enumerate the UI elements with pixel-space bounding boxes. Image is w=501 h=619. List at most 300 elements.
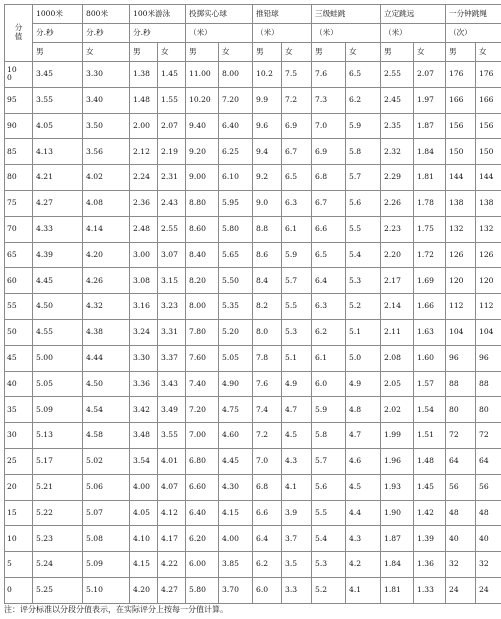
value-cell: 6.1 [312, 345, 346, 371]
value-cell: 32 [476, 552, 501, 578]
value-cell: 32 [446, 552, 476, 578]
value-cell: 5.13 [33, 423, 83, 449]
value-cell: 5.50 [219, 268, 253, 294]
value-cell: 3.45 [33, 62, 83, 88]
value-cell: 5.2 [346, 294, 381, 320]
value-cell: 7.8 [253, 345, 282, 371]
value-cell: 5.10 [83, 577, 130, 603]
value-cell: 3.40 [83, 87, 130, 113]
value-cell: 156 [476, 113, 501, 139]
value-cell: 3.24 [130, 319, 158, 345]
value-cell: 4.21 [33, 165, 83, 191]
score-cell-part: 0 [7, 73, 12, 83]
value-cell: 1.39 [414, 526, 446, 552]
value-cell: 6.3 [282, 190, 312, 216]
value-cell: 3.23 [158, 294, 186, 320]
value-cell: 5.80 [186, 577, 219, 603]
value-cell: 2.29 [381, 165, 414, 191]
value-cell: 176 [446, 62, 476, 88]
value-cell: 1.45 [158, 62, 186, 88]
value-cell: 104 [476, 319, 501, 345]
table-body [5, 62, 501, 604]
value-cell: 1.51 [414, 423, 446, 449]
value-cell: 7.2 [253, 423, 282, 449]
value-cell: 5.0 [346, 345, 381, 371]
value-cell: 1.33 [414, 577, 446, 603]
value-cell: 4.07 [158, 474, 186, 500]
value-cell: 3.30 [130, 345, 158, 371]
table-row [5, 423, 501, 449]
value-cell: 4.05 [33, 113, 83, 139]
value-cell: 6.80 [186, 448, 219, 474]
value-cell: 9.6 [253, 113, 282, 139]
value-cell: 5.65 [219, 242, 253, 268]
value-cell: 5.4 [312, 526, 346, 552]
value-cell: 5.22 [33, 500, 83, 526]
value-cell: 2.05 [381, 371, 414, 397]
score-cell: 75 [5, 190, 33, 216]
gender-header: 男 [130, 43, 158, 62]
value-cell: 4.01 [158, 448, 186, 474]
value-cell: 7.0 [253, 448, 282, 474]
value-cell: 4.00 [219, 526, 253, 552]
value-cell: 7.5 [282, 62, 312, 88]
value-cell: 5.4 [346, 242, 381, 268]
score-cell: 15 [5, 500, 33, 526]
value-cell: 5.6 [312, 474, 346, 500]
value-cell: 8.00 [219, 62, 253, 88]
value-cell: 3.50 [83, 113, 130, 139]
value-cell: 1.45 [414, 474, 446, 500]
value-cell: 9.0 [253, 190, 282, 216]
value-cell: 6.4 [253, 526, 282, 552]
value-cell: 4.3 [282, 448, 312, 474]
value-cell: 7.20 [186, 397, 219, 423]
value-cell: 6.60 [186, 474, 219, 500]
table-row [5, 474, 501, 500]
value-cell: 2.20 [381, 242, 414, 268]
value-cell: 3.49 [158, 397, 186, 423]
gender-header: 女 [282, 43, 312, 62]
value-cell: 6.10 [219, 165, 253, 191]
value-cell: 6.5 [312, 242, 346, 268]
score-cell: 55 [5, 294, 33, 320]
value-cell: 4.00 [130, 474, 158, 500]
value-cell: 9.00 [186, 165, 219, 191]
value-cell: 6.1 [282, 216, 312, 242]
value-cell: 4.4 [346, 500, 381, 526]
value-cell: 6.9 [282, 113, 312, 139]
value-cell: 5.2 [312, 577, 346, 603]
score-cell: 95 [5, 87, 33, 113]
value-cell: 4.1 [282, 474, 312, 500]
score-cell: 30 [5, 423, 33, 449]
value-cell: 6.3 [312, 294, 346, 320]
value-cell: 4.10 [130, 526, 158, 552]
value-cell: 88 [476, 371, 501, 397]
value-cell: 4.7 [282, 397, 312, 423]
score-cell: 10 [5, 526, 33, 552]
value-cell: 5.20 [219, 319, 253, 345]
value-cell: 6.4 [312, 268, 346, 294]
value-cell: 9.20 [186, 139, 219, 165]
value-cell: 96 [476, 345, 501, 371]
value-cell: 6.2 [253, 552, 282, 578]
value-cell: 6.5 [346, 62, 381, 88]
value-cell: 4.12 [158, 500, 186, 526]
value-cell: 8.60 [186, 216, 219, 242]
value-cell: 3.56 [83, 139, 130, 165]
value-cell: 4.32 [83, 294, 130, 320]
value-cell: 6.6 [312, 216, 346, 242]
value-cell: 3.5 [282, 552, 312, 578]
value-cell: 1.60 [414, 345, 446, 371]
score-cell: 40 [5, 371, 33, 397]
value-cell: 4.58 [83, 423, 130, 449]
value-cell: 6.8 [253, 474, 282, 500]
value-cell: 3.3 [282, 577, 312, 603]
value-cell: 1.93 [381, 474, 414, 500]
value-cell: 156 [446, 113, 476, 139]
value-cell: 4.9 [282, 371, 312, 397]
value-cell: 4.27 [33, 190, 83, 216]
score-cell: 20 [5, 474, 33, 500]
value-cell: 2.36 [130, 190, 158, 216]
value-cell: 2.31 [158, 165, 186, 191]
value-cell: 150 [446, 139, 476, 165]
value-cell: 8.2 [253, 294, 282, 320]
value-cell: 4.9 [346, 371, 381, 397]
value-cell: 5.3 [282, 319, 312, 345]
value-cell: 5.6 [346, 190, 381, 216]
value-cell: 3.9 [282, 500, 312, 526]
value-cell: 3.07 [158, 242, 186, 268]
table-row [5, 371, 501, 397]
value-cell: 4.45 [33, 268, 83, 294]
table-row [5, 139, 501, 165]
value-cell: 166 [476, 87, 501, 113]
value-cell: 5.8 [346, 139, 381, 165]
value-cell: 80 [446, 397, 476, 423]
gender-header: 女 [476, 43, 501, 62]
event-header-swim: 100米游泳 [130, 5, 186, 24]
value-cell: 2.45 [381, 87, 414, 113]
score-table [4, 4, 501, 604]
table-row [5, 552, 501, 578]
value-cell: 64 [476, 448, 501, 474]
value-cell: 4.3 [346, 526, 381, 552]
value-cell: 4.30 [219, 474, 253, 500]
value-cell: 6.7 [312, 190, 346, 216]
value-cell: 24 [446, 577, 476, 603]
value-cell: 9.2 [253, 165, 282, 191]
value-cell: 5.95 [219, 190, 253, 216]
value-cell: 2.00 [130, 113, 158, 139]
value-cell: 132 [476, 216, 501, 242]
value-cell: 6.5 [282, 165, 312, 191]
value-cell: 1.55 [158, 87, 186, 113]
table-row [5, 190, 501, 216]
value-cell: 1.38 [130, 62, 158, 88]
value-cell: 8.4 [253, 268, 282, 294]
value-cell: 7.00 [186, 423, 219, 449]
table-row [5, 87, 501, 113]
value-cell: 138 [476, 190, 501, 216]
value-cell: 4.55 [33, 319, 83, 345]
value-cell: 10.2 [253, 62, 282, 88]
value-cell: 2.08 [381, 345, 414, 371]
value-cell: 4.38 [83, 319, 130, 345]
value-cell: 4.44 [83, 345, 130, 371]
value-cell: 3.43 [158, 371, 186, 397]
gender-header: 男 [312, 43, 346, 62]
value-cell: 3.55 [158, 423, 186, 449]
event-header-long-jump: 立定跳远 [381, 5, 446, 24]
value-cell: 48 [476, 500, 501, 526]
value-cell: 6.40 [186, 500, 219, 526]
value-cell: 6.7 [282, 139, 312, 165]
value-cell: 2.12 [130, 139, 158, 165]
value-cell: 3.70 [219, 577, 253, 603]
value-cell: 5.3 [346, 268, 381, 294]
value-cell: 5.09 [33, 397, 83, 423]
value-cell: 112 [446, 294, 476, 320]
value-cell: 3.42 [130, 397, 158, 423]
unit-header: （次） [446, 24, 501, 43]
value-cell: 7.60 [186, 345, 219, 371]
value-cell: 6.0 [312, 371, 346, 397]
unit-header: （米） [186, 24, 253, 43]
value-cell: 5.08 [83, 526, 130, 552]
value-cell: 3.15 [158, 268, 186, 294]
table-row [5, 216, 501, 242]
unit-header: 分.秒 [33, 24, 83, 43]
value-cell: 4.5 [282, 423, 312, 449]
value-cell: 8.80 [186, 190, 219, 216]
value-cell: 2.26 [381, 190, 414, 216]
header-row-units [5, 24, 501, 43]
value-cell: 24 [476, 577, 501, 603]
value-cell: 3.37 [158, 345, 186, 371]
value-cell: 4.13 [33, 139, 83, 165]
value-cell: 3.16 [130, 294, 158, 320]
value-cell: 7.80 [186, 319, 219, 345]
value-cell: 3.30 [83, 62, 130, 88]
value-cell: 4.05 [130, 500, 158, 526]
value-cell: 4.54 [83, 397, 130, 423]
value-cell: 5.5 [346, 216, 381, 242]
value-cell: 5.23 [33, 526, 83, 552]
value-cell: 5.9 [346, 113, 381, 139]
gender-header: 女 [158, 43, 186, 62]
value-cell: 4.20 [83, 242, 130, 268]
table-row [5, 397, 501, 423]
gender-header: 男 [446, 43, 476, 62]
value-cell: 2.43 [158, 190, 186, 216]
value-cell: 176 [476, 62, 501, 88]
value-cell: 40 [446, 526, 476, 552]
value-cell: 7.4 [253, 397, 282, 423]
value-cell: 4.90 [219, 371, 253, 397]
value-cell: 6.2 [346, 87, 381, 113]
value-cell: 5.17 [33, 448, 83, 474]
table-row [5, 242, 501, 268]
value-cell: 3.48 [130, 423, 158, 449]
value-cell: 5.24 [33, 552, 83, 578]
value-cell: 1.81 [414, 165, 446, 191]
value-cell: 1.87 [414, 113, 446, 139]
value-cell: 3.36 [130, 371, 158, 397]
score-cell: 85 [5, 139, 33, 165]
event-header-shot-put: 推铅球 [253, 5, 312, 24]
value-cell: 3.54 [130, 448, 158, 474]
value-cell: 7.0 [312, 113, 346, 139]
value-cell: 4.7 [346, 423, 381, 449]
value-cell: 120 [476, 268, 501, 294]
value-cell: 5.00 [33, 345, 83, 371]
value-cell: 8.0 [253, 319, 282, 345]
value-cell: 88 [446, 371, 476, 397]
value-cell: 4.26 [83, 268, 130, 294]
value-cell: 150 [476, 139, 501, 165]
score-cell: 0 [5, 577, 33, 603]
value-cell: 4.17 [158, 526, 186, 552]
value-cell: 5.05 [219, 345, 253, 371]
score-cell [5, 62, 33, 88]
value-cell: 7.3 [312, 87, 346, 113]
unit-header: 分.秒 [130, 24, 186, 43]
value-cell: 7.6 [253, 371, 282, 397]
value-cell: 72 [446, 423, 476, 449]
value-cell: 9.40 [186, 113, 219, 139]
value-cell: 1.57 [414, 371, 446, 397]
gender-header: 男 [253, 43, 282, 62]
event-header-800m: 800米 [83, 5, 130, 24]
value-cell: 8.6 [253, 242, 282, 268]
value-cell: 96 [446, 345, 476, 371]
value-cell: 4.60 [219, 423, 253, 449]
value-cell: 126 [476, 242, 501, 268]
value-cell: 4.75 [219, 397, 253, 423]
value-cell: 3.08 [130, 268, 158, 294]
value-cell: 4.45 [219, 448, 253, 474]
value-cell: 5.9 [312, 397, 346, 423]
gender-header: 女 [219, 43, 253, 62]
table-row [5, 62, 501, 88]
value-cell: 6.6 [253, 500, 282, 526]
value-cell: 4.22 [158, 552, 186, 578]
value-cell: 4.14 [83, 216, 130, 242]
table-row [5, 165, 501, 191]
value-cell: 3.00 [130, 242, 158, 268]
value-cell: 4.50 [83, 371, 130, 397]
value-cell: 56 [476, 474, 501, 500]
value-cell: 120 [446, 268, 476, 294]
value-cell: 2.35 [381, 113, 414, 139]
value-cell: 1.84 [381, 552, 414, 578]
event-header-medicine-ball: 投掷实心球 [186, 5, 253, 24]
value-cell: 104 [446, 319, 476, 345]
value-cell: 5.1 [282, 345, 312, 371]
value-cell: 6.20 [186, 526, 219, 552]
value-cell: 4.6 [346, 448, 381, 474]
value-cell: 5.02 [83, 448, 130, 474]
value-cell: 5.21 [33, 474, 83, 500]
value-cell: 10.20 [186, 87, 219, 113]
score-cell-part: 10 [7, 65, 17, 75]
value-cell: 138 [446, 190, 476, 216]
value-cell: 6.0 [253, 577, 282, 603]
value-cell: 4.15 [130, 552, 158, 578]
value-cell: 5.5 [282, 294, 312, 320]
value-cell: 7.6 [312, 62, 346, 88]
value-cell: 2.14 [381, 294, 414, 320]
table-row [5, 319, 501, 345]
value-cell: 2.17 [381, 268, 414, 294]
score-cell: 35 [5, 397, 33, 423]
value-cell: 144 [446, 165, 476, 191]
value-cell: 5.1 [346, 319, 381, 345]
value-cell: 48 [446, 500, 476, 526]
value-cell: 1.81 [381, 577, 414, 603]
value-cell: 1.99 [381, 423, 414, 449]
value-cell: 2.24 [130, 165, 158, 191]
score-cell: 70 [5, 216, 33, 242]
value-cell: 4.1 [346, 577, 381, 603]
value-cell: 5.7 [312, 448, 346, 474]
header-row-gender [5, 43, 501, 62]
value-cell: 8.00 [186, 294, 219, 320]
value-cell: 9.4 [253, 139, 282, 165]
gender-header: 女 [83, 43, 130, 62]
value-cell: 3.85 [219, 552, 253, 578]
value-cell: 2.02 [381, 397, 414, 423]
value-cell: 6.25 [219, 139, 253, 165]
value-cell: 5.35 [219, 294, 253, 320]
value-cell: 3.7 [282, 526, 312, 552]
value-cell: 5.06 [83, 474, 130, 500]
value-cell: 5.5 [312, 500, 346, 526]
value-cell: 4.5 [346, 474, 381, 500]
value-cell: 1.69 [414, 268, 446, 294]
value-cell: 4.20 [130, 577, 158, 603]
unit-header: （米） [312, 24, 381, 43]
value-cell: 8.40 [186, 242, 219, 268]
value-cell: 6.2 [312, 319, 346, 345]
value-cell: 4.39 [33, 242, 83, 268]
value-cell: 1.48 [130, 87, 158, 113]
table-row [5, 577, 501, 603]
value-cell: 64 [446, 448, 476, 474]
value-cell: 1.97 [414, 87, 446, 113]
value-cell: 7.40 [186, 371, 219, 397]
value-cell: 4.2 [346, 552, 381, 578]
value-cell: 2.55 [158, 216, 186, 242]
score-cell: 65 [5, 242, 33, 268]
value-cell: 4.50 [33, 294, 83, 320]
value-cell: 3.55 [33, 87, 83, 113]
table-row [5, 448, 501, 474]
footnote: 注：评分标准以分段分值表示，在实际评分上按每一分值计算。 [4, 605, 228, 614]
value-cell: 2.07 [158, 113, 186, 139]
value-cell: 6.8 [312, 165, 346, 191]
value-cell: 9.9 [253, 87, 282, 113]
value-cell: 1.78 [414, 190, 446, 216]
score-header-char: 分 [14, 23, 23, 33]
value-cell: 1.90 [381, 500, 414, 526]
value-cell: 2.55 [381, 62, 414, 88]
value-cell: 1.84 [414, 139, 446, 165]
